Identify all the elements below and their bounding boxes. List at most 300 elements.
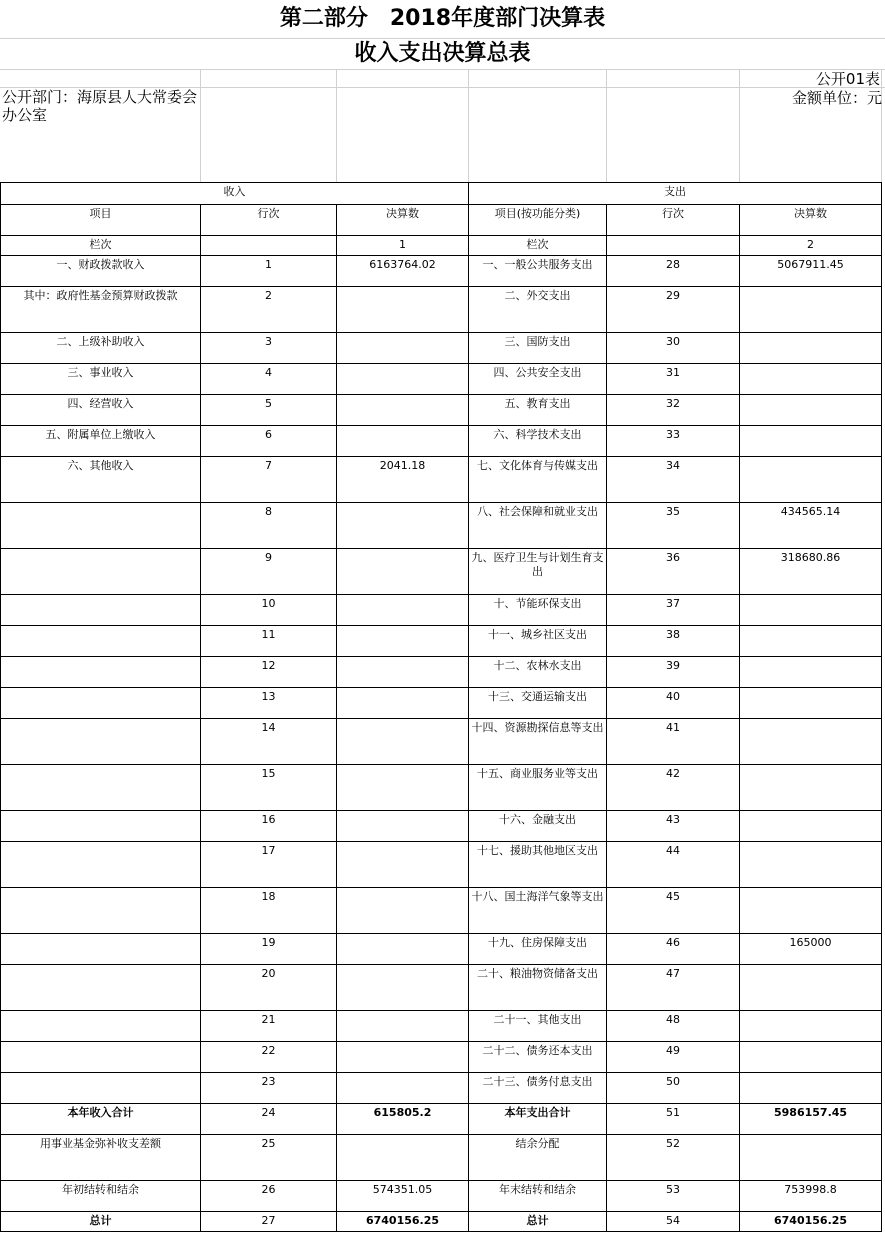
income-item-cell — [1, 842, 201, 888]
income-item-cell — [1, 965, 201, 1011]
income-item-cell — [1, 364, 201, 395]
income-item — [1, 811, 200, 813]
table-row — [1, 333, 882, 364]
table-row — [1, 1212, 882, 1232]
expense-item-cell — [469, 842, 607, 888]
income-row-no: 8 — [265, 505, 272, 518]
expense-amount: 5067911.45 — [777, 258, 844, 271]
expense-amount — [740, 719, 881, 721]
expense-item: 十六、金融支出 — [499, 813, 577, 826]
income-row-no: 18 — [261, 890, 276, 903]
income-amount — [337, 688, 468, 690]
income-row-no-cell — [201, 842, 337, 888]
income-amount — [337, 395, 468, 397]
table-row — [1, 934, 882, 965]
department-label: 公开部门：海原县人大常委会办公室 — [2, 88, 198, 124]
income-amount: 2041.18 — [379, 459, 426, 472]
income-item-cell — [1, 595, 201, 626]
expense-item: 十九、住房保障支出 — [488, 936, 588, 949]
expense-item: 本年支出合计 — [504, 1106, 571, 1119]
expense-row-no: 46 — [666, 936, 681, 949]
expense-item: 二十、粮油物资储备支出 — [477, 967, 599, 980]
expense-row-no: 52 — [666, 1137, 681, 1150]
expense-group-header: 支出 — [469, 183, 882, 205]
expense-row-no: 50 — [666, 1075, 681, 1088]
table-row — [1, 1181, 882, 1212]
expense-item-cell — [469, 965, 607, 1011]
col-header-amount: 决算数 — [337, 205, 469, 236]
expense-item-cell — [469, 888, 607, 934]
income-item: 用事业基金弥补收支差额 — [40, 1137, 161, 1150]
expense-row-no-cell — [607, 965, 740, 1011]
table-row — [1, 688, 882, 719]
expense-item-cell — [469, 688, 607, 719]
income-amount: 6163764.02 — [369, 258, 436, 271]
expense-row-no-cell — [607, 1073, 740, 1104]
expense-item-cell — [469, 503, 607, 549]
expense-item: 三、国防支出 — [504, 335, 571, 348]
table-subtitle: 收入支出决算总表 — [0, 39, 885, 70]
expense-row-no: 36 — [666, 551, 681, 564]
expense-amount — [740, 1011, 881, 1013]
col-index-label2: 栏次 — [469, 236, 607, 256]
expense-row-no-cell — [607, 842, 740, 888]
expense-amount — [740, 1042, 881, 1044]
income-expense-table — [0, 182, 882, 1232]
table-row — [1, 888, 882, 934]
table-row — [1, 1073, 882, 1104]
income-row-no-cell — [201, 333, 337, 364]
grid-line — [336, 69, 337, 182]
income-row-no: 4 — [265, 366, 272, 379]
expense-amount: 6740156.25 — [774, 1214, 848, 1227]
income-amount-cell — [337, 811, 469, 842]
income-row-no: 10 — [261, 597, 276, 610]
expense-amount — [740, 595, 881, 597]
expense-row-no-cell — [607, 888, 740, 934]
income-row-no: 25 — [261, 1137, 276, 1150]
income-row-no: 22 — [261, 1044, 276, 1057]
expense-row-no-cell — [607, 688, 740, 719]
income-amount-cell — [337, 1042, 469, 1073]
income-row-no-cell — [201, 657, 337, 688]
income-row-no: 9 — [265, 551, 272, 564]
expense-amount: 5986157.45 — [774, 1106, 848, 1119]
expense-item-cell — [469, 1011, 607, 1042]
col-index-empty — [201, 236, 337, 256]
expense-item-cell — [469, 457, 607, 503]
expense-row-no: 42 — [666, 767, 681, 780]
expense-row-no-cell — [607, 256, 740, 287]
income-item-cell — [1, 457, 201, 503]
income-amount-cell — [337, 1212, 469, 1232]
expense-item-cell — [469, 765, 607, 811]
expense-amount — [740, 657, 881, 659]
income-item: 五、附属单位上缴收入 — [45, 428, 156, 441]
income-row-no: 11 — [261, 628, 276, 641]
expense-amount-cell — [740, 256, 882, 287]
income-item-cell — [1, 426, 201, 457]
col-index-empty — [607, 236, 740, 256]
table-row — [1, 842, 882, 888]
expense-amount — [740, 842, 881, 844]
income-item — [1, 719, 200, 721]
income-row-no: 27 — [261, 1214, 276, 1227]
income-item-cell — [1, 395, 201, 426]
expense-row-no: 39 — [666, 659, 681, 672]
expense-item: 十、节能环保支出 — [493, 597, 582, 610]
income-amount-cell — [337, 1011, 469, 1042]
expense-row-no: 47 — [666, 967, 681, 980]
expense-amount-cell — [740, 1011, 882, 1042]
income-row-no-cell — [201, 1181, 337, 1212]
expense-amount-cell — [740, 626, 882, 657]
table-row — [1, 426, 882, 457]
income-amount-cell — [337, 364, 469, 395]
income-row-no-cell — [201, 256, 337, 287]
income-amount-cell — [337, 595, 469, 626]
income-item-cell — [1, 1212, 201, 1232]
income-amount-cell — [337, 888, 469, 934]
income-row-no-cell — [201, 1073, 337, 1104]
expense-item-cell — [469, 595, 607, 626]
expense-row-no: 44 — [666, 844, 681, 857]
income-item-cell — [1, 333, 201, 364]
income-amount-cell — [337, 287, 469, 333]
income-amount — [337, 549, 468, 551]
expense-amount — [740, 364, 881, 366]
page-title: 第二部分 2018年度部门决算表 — [0, 0, 885, 39]
expense-row-no: 31 — [666, 366, 681, 379]
form-number: 公开01表 — [815, 70, 880, 88]
income-row-no: 24 — [261, 1106, 276, 1119]
expense-row-no-cell — [607, 626, 740, 657]
table-row — [1, 1042, 882, 1073]
income-item — [1, 595, 200, 597]
expense-item: 二十一、其他支出 — [493, 1013, 582, 1026]
expense-amount — [740, 765, 881, 767]
income-amount-cell — [337, 426, 469, 457]
expense-amount-cell — [740, 1104, 882, 1135]
income-item — [1, 688, 200, 690]
income-row-no: 26 — [261, 1183, 276, 1196]
expense-amount — [740, 1135, 881, 1137]
income-amount-cell — [337, 256, 469, 287]
expense-item: 十七、援助其他地区支出 — [477, 844, 599, 857]
expense-item: 十八、国土海洋气象等支出 — [471, 890, 604, 903]
income-item — [1, 1042, 200, 1044]
expense-item-cell — [469, 549, 607, 595]
expense-item: 年末结转和结余 — [499, 1183, 577, 1196]
income-row-no: 19 — [261, 936, 276, 949]
expense-row-no: 34 — [666, 459, 681, 472]
income-amount-cell — [337, 842, 469, 888]
expense-amount — [740, 888, 881, 890]
income-amount-cell — [337, 503, 469, 549]
expense-row-no-cell — [607, 1212, 740, 1232]
income-amount-cell — [337, 934, 469, 965]
income-row-no: 21 — [261, 1013, 276, 1026]
income-item: 六、其他收入 — [67, 459, 134, 472]
income-row-no: 2 — [265, 289, 272, 302]
col-index-2: 2 — [740, 236, 882, 256]
income-amount-cell — [337, 657, 469, 688]
income-item-cell — [1, 1011, 201, 1042]
expense-amount: 753998.8 — [784, 1183, 837, 1196]
expense-item: 四、公共安全支出 — [493, 366, 582, 379]
income-row-no-cell — [201, 1104, 337, 1135]
expense-row-no-cell — [607, 934, 740, 965]
income-amount — [337, 426, 468, 428]
income-item — [1, 842, 200, 844]
income-row-no: 12 — [261, 659, 276, 672]
expense-item: 十二、农林水支出 — [493, 659, 582, 672]
grid-line — [468, 69, 469, 182]
expense-amount-cell — [740, 503, 882, 549]
income-row-no: 16 — [261, 813, 276, 826]
expense-amount — [740, 811, 881, 813]
income-row-no: 15 — [261, 767, 276, 780]
expense-item: 一、一般公共服务支出 — [482, 258, 593, 271]
expense-item: 十一、城乡社区支出 — [488, 628, 588, 641]
income-item-cell — [1, 934, 201, 965]
amount-unit: 金额单位：元 — [791, 89, 882, 107]
expense-row-no: 48 — [666, 1013, 681, 1026]
expense-row-no-cell — [607, 287, 740, 333]
expense-row-no: 30 — [666, 335, 681, 348]
table-row — [1, 256, 882, 287]
col-index-1: 1 — [337, 236, 469, 256]
expense-row-no-cell — [607, 1104, 740, 1135]
expense-row-no-cell — [607, 811, 740, 842]
income-row-no-cell — [201, 426, 337, 457]
income-amount — [337, 765, 468, 767]
income-amount-cell — [337, 688, 469, 719]
col-header-item: 项目 — [1, 205, 201, 236]
expense-amount-cell — [740, 842, 882, 888]
expense-item-cell — [469, 626, 607, 657]
income-row-no-cell — [201, 1011, 337, 1042]
income-amount — [337, 1042, 468, 1044]
income-amount — [337, 719, 468, 721]
expense-amount-cell — [740, 811, 882, 842]
expense-amount — [740, 395, 881, 397]
expense-item-cell — [469, 719, 607, 765]
expense-item-cell — [469, 657, 607, 688]
expense-amount-cell — [740, 657, 882, 688]
expense-amount: 318680.86 — [780, 551, 841, 564]
expense-item: 七、文化体育与传媒支出 — [477, 459, 599, 472]
table-row — [1, 965, 882, 1011]
income-row-no-cell — [201, 888, 337, 934]
expense-amount-cell — [740, 1181, 882, 1212]
expense-row-no: 28 — [666, 258, 681, 271]
expense-amount-cell — [740, 364, 882, 395]
income-item-cell — [1, 1135, 201, 1181]
income-amount-cell — [337, 765, 469, 811]
income-row-no-cell — [201, 765, 337, 811]
grid-line — [881, 69, 882, 182]
table-row — [1, 765, 882, 811]
income-item: 本年收入合计 — [67, 1106, 134, 1119]
income-amount — [337, 965, 468, 967]
income-amount-cell — [337, 395, 469, 426]
expense-row-no-cell — [607, 426, 740, 457]
table-row — [1, 657, 882, 688]
expense-item-cell — [469, 1104, 607, 1135]
income-amount-cell — [337, 1104, 469, 1135]
income-row-no: 7 — [265, 459, 272, 472]
expense-row-no: 38 — [666, 628, 681, 641]
income-row-no: 5 — [265, 397, 272, 410]
income-row-no-cell — [201, 364, 337, 395]
expense-item-cell — [469, 811, 607, 842]
expense-item: 十四、资源勘探信息等支出 — [471, 721, 604, 734]
expense-row-no-cell — [607, 595, 740, 626]
table-row — [1, 595, 882, 626]
income-amount — [337, 657, 468, 659]
expense-amount — [740, 457, 881, 459]
expense-amount-cell — [740, 549, 882, 595]
income-item-cell — [1, 1181, 201, 1212]
table-row — [1, 626, 882, 657]
income-row-no: 3 — [265, 335, 272, 348]
expense-row-no: 54 — [666, 1214, 681, 1227]
income-amount — [337, 888, 468, 890]
expense-item: 十三、交通运输支出 — [488, 690, 588, 703]
expense-amount — [740, 626, 881, 628]
income-amount — [337, 1073, 468, 1075]
expense-row-no-cell — [607, 1042, 740, 1073]
expense-amount — [740, 426, 881, 428]
income-item-cell — [1, 888, 201, 934]
income-amount — [337, 1011, 468, 1013]
expense-amount-cell — [740, 1212, 882, 1232]
expense-amount: 165000 — [789, 936, 832, 949]
income-row-no-cell — [201, 688, 337, 719]
income-row-no: 1 — [265, 258, 272, 271]
expense-amount-cell — [740, 934, 882, 965]
col-header-row2: 行次 — [607, 205, 740, 236]
income-item — [1, 1011, 200, 1013]
table-row — [1, 503, 882, 549]
income-item-cell — [1, 657, 201, 688]
income-item: 三、事业收入 — [67, 366, 134, 379]
income-amount-cell — [337, 1181, 469, 1212]
income-amount — [337, 333, 468, 335]
income-item-cell — [1, 287, 201, 333]
income-row-no-cell — [201, 503, 337, 549]
income-amount-cell — [337, 457, 469, 503]
expense-item-cell — [469, 1042, 607, 1073]
expense-item: 十五、商业服务业等支出 — [477, 767, 599, 780]
grid-line — [200, 69, 201, 182]
table-row — [1, 1011, 882, 1042]
income-amount: 6740156.25 — [365, 1214, 440, 1227]
expense-item: 结余分配 — [515, 1137, 560, 1150]
income-amount-cell — [337, 626, 469, 657]
expense-amount-cell — [740, 426, 882, 457]
expense-amount-cell — [740, 888, 882, 934]
table-row — [1, 364, 882, 395]
income-amount-cell — [337, 1135, 469, 1181]
income-item — [1, 503, 200, 505]
expense-amount: 434565.14 — [780, 505, 841, 518]
expense-row-no-cell — [607, 1135, 740, 1181]
expense-amount-cell — [740, 287, 882, 333]
grid-line — [606, 69, 607, 182]
income-amount — [337, 364, 468, 366]
expense-row-no-cell — [607, 503, 740, 549]
col-header-item-func: 项目(按功能分类) — [469, 205, 607, 236]
income-row-no-cell — [201, 965, 337, 1011]
income-amount — [337, 811, 468, 813]
expense-row-no-cell — [607, 457, 740, 503]
expense-item: 五、教育支出 — [504, 397, 571, 410]
expense-row-no-cell — [607, 1011, 740, 1042]
table-row — [1, 1135, 882, 1181]
income-item: 二、上级补助收入 — [56, 335, 145, 348]
income-amount — [337, 595, 468, 597]
income-row-no-cell — [201, 287, 337, 333]
income-amount-cell — [337, 1073, 469, 1104]
income-row-no-cell — [201, 626, 337, 657]
expense-row-no: 29 — [666, 289, 681, 302]
income-row-no: 14 — [261, 721, 276, 734]
income-item — [1, 888, 200, 890]
expense-item: 总计 — [526, 1214, 549, 1227]
expense-item-cell — [469, 395, 607, 426]
income-item-cell — [1, 1042, 201, 1073]
col-header-row: 行次 — [201, 205, 337, 236]
income-row-no-cell — [201, 1212, 337, 1232]
expense-amount — [740, 965, 881, 967]
expense-item-cell — [469, 364, 607, 395]
expense-item: 八、社会保障和就业支出 — [477, 505, 599, 518]
income-item-cell — [1, 765, 201, 811]
income-amount-cell — [337, 549, 469, 595]
expense-row-no-cell — [607, 395, 740, 426]
expense-item: 六、科学技术支出 — [493, 428, 582, 441]
expense-row-no: 53 — [666, 1183, 681, 1196]
income-item-cell — [1, 719, 201, 765]
income-item — [1, 626, 200, 628]
expense-row-no-cell — [607, 364, 740, 395]
income-item-cell — [1, 503, 201, 549]
expense-row-no-cell — [607, 719, 740, 765]
table-row — [1, 457, 882, 503]
expense-amount-cell — [740, 719, 882, 765]
income-item-cell — [1, 811, 201, 842]
col-index-label: 栏次 — [1, 236, 201, 256]
income-amount — [337, 842, 468, 844]
expense-amount-cell — [740, 765, 882, 811]
table-row — [1, 395, 882, 426]
income-item: 年初结转和结余 — [62, 1183, 139, 1196]
expense-row-no: 41 — [666, 721, 681, 734]
expense-amount-cell — [740, 1135, 882, 1181]
expense-row-no: 32 — [666, 397, 681, 410]
income-row-no-cell — [201, 1135, 337, 1181]
table-row — [1, 549, 882, 595]
income-item-cell — [1, 549, 201, 595]
income-item-cell — [1, 626, 201, 657]
income-item: 总计 — [89, 1214, 112, 1227]
income-amount — [337, 287, 468, 289]
expense-item-cell — [469, 1135, 607, 1181]
income-row-no-cell — [201, 934, 337, 965]
income-row-no-cell — [201, 811, 337, 842]
